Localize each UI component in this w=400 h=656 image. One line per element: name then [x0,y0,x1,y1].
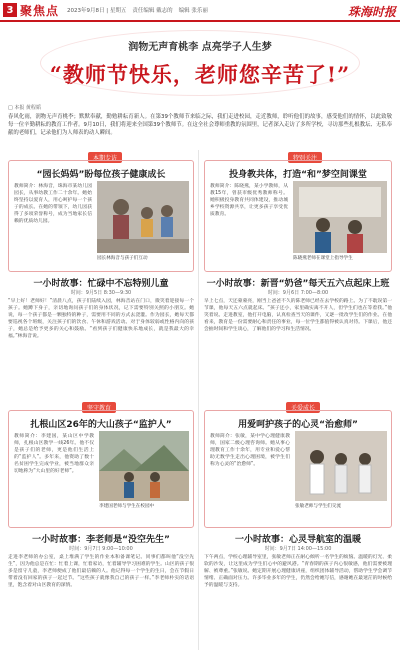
right-bottom-tag: 关爱成长 [286,402,320,413]
right-bottom-story-title: 一小时故事：心灵导航室的温暖 [234,535,361,545]
right-bottom-story-time: 时间：9月7日 14:00—15:00 [264,546,332,552]
section-name: 聚焦点 [20,3,60,18]
masthead [0,0,400,22]
left-bottom-story-text: 走进李老师的办公室，桌上堆满了学生的作业本和备课笔记。同事们都叫他“没空先生”，因为他总是在忙：忙着上课，忙着家访，忙着辅导学习困难的学生。山区的孩子很多是留守儿童，李老师便成了他们最信赖的人。他记得每一个学生的生日，会在节假日带着没有回家的孩子一起过节。“这些孩子就像我自己的孩子一样。”李老师朴实的话语里，饱含着对山区教育的深情。 [8,555,194,588]
left-bottom-box-text: 教师简介：李建国，某山区中学教师，扎根山区教学一线26年。他不仅是孩子们的老师，更是他们生活上的“监护人”。多年来，他资助了数十名贫困学生完成学业，被当地群众亲切地称为“大山里的好老师”。 [14,434,94,474]
left-bottom-story-title: 一小时故事：李老师是“没空先生” [32,535,170,545]
right-bottom-profile-box [204,410,392,528]
column-divider [198,150,199,650]
byline: □ 本报 黄程韬 [8,105,41,111]
left-top-box-text: 教师简介：林海音，珠海市某幼儿园园长，从事幼教工作二十余年。她始终坚持以爱育人，用心呵护每一个孩子的成长。在她的带领下，幼儿园获得了多项荣誉称号，成为当地家长信赖的优质幼儿园。 [14,184,92,224]
headline-deck: 润物无声育桃李 点亮学子人生梦 [128,42,272,53]
left-bottom-photo [99,431,189,501]
photo-mountain-school-icon [99,431,189,501]
left-top-profile-box [8,160,194,272]
designer-credit: 编辑 张乐丽 [178,8,208,14]
photo-counseling-icon [295,431,387,501]
newspaper-logo: 珠海时报 [347,5,396,19]
right-top-tag: 特别关注 [288,152,322,163]
left-top-photo [97,181,189,253]
right-bottom-box-text: 教师简介：张敏，某中学心理健康教师，国家二级心理咨询师。她从事心理教育工作十余年，用专业和爱心帮助无数学生走出心理困境，被学生们称为心灵的“治愈师”。 [210,434,290,467]
right-bottom-story-text: 下午两点，学校心理辅导室里，张敏老师正在耐心倾听一名学生的烦恼。温暖的灯光、柔软的沙发，让这里成为学生们心中的避风港。“青春期的孩子内心很敏感，他们需要被理解、被尊重。”张敏说。她定期开展心理健康讲座，组织团体辅导活动，帮助学生学会调节情绪、正确面对压力。许多毕业多年的学生，仍然会给她写信，感谢她在最迷茫的时候给予的温暖与支持。 [204,555,392,588]
lead-paragraph: 春风化雨，润物无声育桃李；默默奉献，勤勉耕耘育新人。在第39个教师节来临之际，我们走进校园，走近教师，聆听他们的故事，感受他们的情怀，以此致敬每一位辛勤耕耘的教育工作者。9月10日，我们将迎来全国第39个教师节。在这全社会尊师重教的氛围里，记者深入走访了多所学校，寻访那些扎根教坛、无私奉献的老师们，记录他们为人师表的动人瞬间。 [8,114,392,136]
right-bottom-box-title: 用爱呵护孩子的心灵“治愈师” [238,420,358,430]
right-top-story-title: 一小时故事：新晋“奶爸”每天五六点起床上班 [206,279,390,289]
left-top-story-time: 时间：9月5日 8:30—9:30 [70,290,132,296]
headline-main: “教师节快乐，老师您辛苦了!” [49,62,351,87]
headline-decoration [40,30,360,96]
left-bottom-profile-box [8,410,194,528]
right-bottom-photo [295,431,387,501]
right-top-story-time: 时间：9月6日 7:00—8:00 [267,290,329,296]
right-top-photo-caption: 陈晓燕老师在课堂上指导学生 [293,256,353,261]
left-bottom-story-time: 时间：9月7日 9:00—10:00 [69,546,133,552]
left-top-tag: 本期专访 [88,152,122,163]
left-top-box-title: “园长妈妈”盼每位孩子健康成长 [36,170,166,180]
left-top-photo-caption: 园长林海音与孩子们互动 [97,256,148,261]
masthead-meta [67,6,208,14]
page-number: 3 [3,3,17,17]
left-top-story-text: “早上好！老师好！”清晨八点，孩子们陆续入园，林海音站在门口，微笑着迎接每一个孩子。她蹲下身子，亲切地询问孩子们的身体状况，记下需要特别关照的小朋友。她说，每一个孩子都是一颗独特的种子，需要用不同的方式去浇灌。作为园长，她每天都要巡视各个班级，关注孩子们的饮食、午休和游戏活动。对于身体较弱或性格内向的孩子，她总是给予更多的关心和鼓励。“看到孩子们健康快乐地成长，就是我最大的幸福。”林海音说。 [8,299,194,339]
left-bottom-photo-caption: 李建国老师与学生在校园中 [99,504,155,509]
right-top-photo [293,181,387,253]
headline-area [0,24,400,100]
left-bottom-box-title: 扎根山区26年的大山孩子“监护人” [30,420,172,430]
right-top-box-text: 教师简介：陈晓燕，某小学教师，从教15年，曾获市级优秀教师称号。她积极投身教育共同体建设，推动城乡学校资源共享，让更多孩子享受优质教育。 [210,184,288,217]
left-bottom-tag: 坚守教育 [82,402,116,413]
right-top-box-title: 投身教共体，打造“和”梦空间课堂 [229,170,367,180]
left-top-story-title: 一小时故事：忙碌中不忘特别儿童 [33,279,169,289]
right-top-profile-box [204,160,392,272]
issue-date: 2023年9月8日 | 星期五 [67,8,127,14]
photo-classroom-icon [293,181,387,253]
photo-teacher-children-icon [97,181,189,253]
editor-credit: 责任编辑 戴志的 [132,8,173,14]
right-top-story-text: 早上七点，天还蒙蒙亮，刚当上爸爸不久的陈老师已经在去学校的路上。为了不耽误第一节课，他每天五六点就起床。“孩子还小，家里确实离不开人，但学生们也在等着我。”他笑着说。走进教室，他打开电脑，认真检查当天的课件，又逐一批改学生们的作业。在他看来，教育是一份需要耐心和责任的事业，每一位学生都值得被认真对待。下课后，他还会抽时间和学生谈心，了解他们的学习和生活情况。 [204,299,392,332]
right-bottom-photo-caption: 张敏老师与学生们交流 [295,504,341,509]
